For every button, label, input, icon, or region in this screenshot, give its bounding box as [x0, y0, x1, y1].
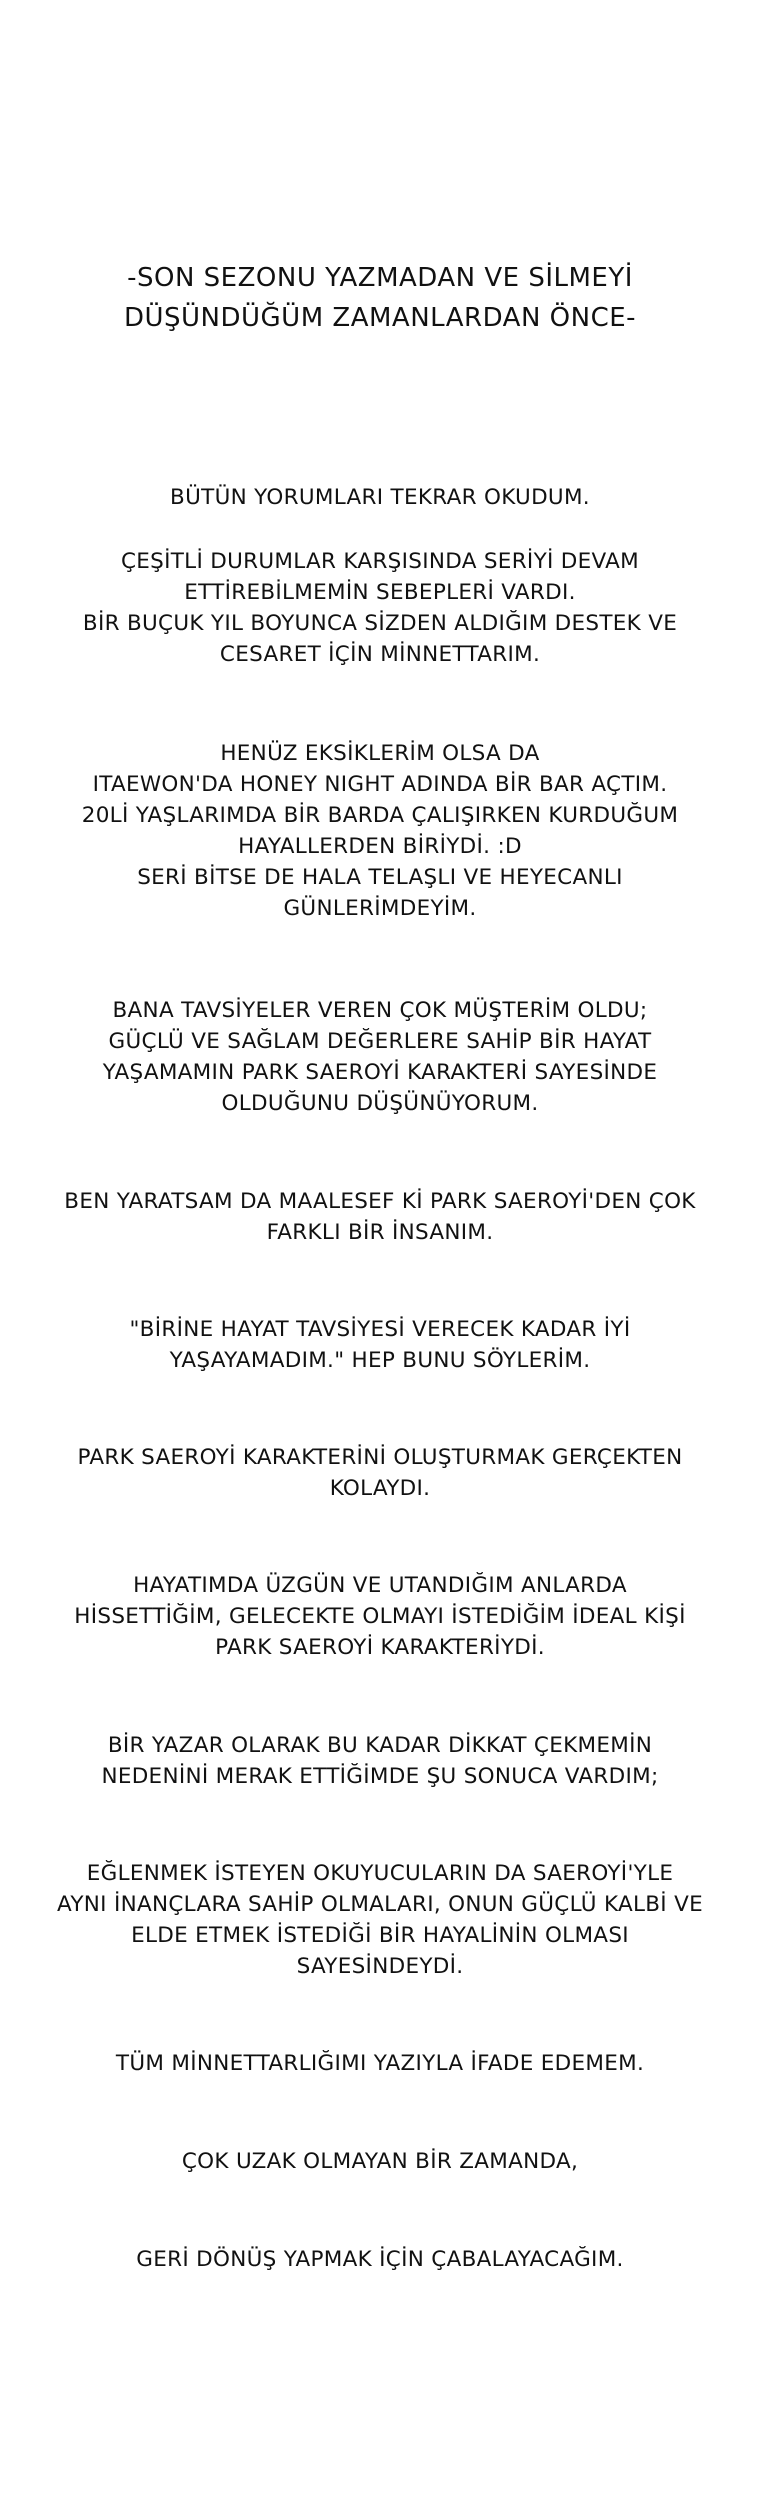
paragraph-5 — [30, 1186, 730, 1248]
text-line: TÜM MİNNETTARLIĞIMI YAZIYLA İFADE EDEMEM. — [115, 2051, 645, 2076]
text-line: HENÜZ EKSİKLERİM OLSA DA — [220, 741, 540, 766]
paragraph-12 — [30, 2146, 730, 2177]
paragraph-9 — [30, 1730, 730, 1792]
title-line: DÜŞÜNDÜĞÜM ZAMANLARDAN ÖNCE- — [123, 303, 637, 333]
paragraph-8 — [30, 1570, 730, 1663]
text-line: HAYATIMDA ÜZGÜN VE UTANDIĞIM ANLARDA — [133, 1573, 627, 1598]
paragraph-13 — [30, 2244, 730, 2275]
text-line: HİSSETTİĞİM, GELECEKTE OLMAYI İSTEDİĞİM İDEAL KİŞİ — [74, 1604, 686, 1629]
text-line: GERİ DÖNÜŞ YAPMAK İÇİN ÇABALAYACAĞIM. — [136, 2247, 624, 2272]
text-line: EĞLENMEK İSTEYEN OKUYUCULARIN DA SAEROYİ'YLE — [86, 1861, 674, 1886]
text-line: FARKLI BİR İNSANIM. — [266, 1220, 494, 1245]
text-line: 20Lİ YAŞLARIMDA BİR BARDA ÇALIŞIRKEN KURDUĞUM — [81, 803, 679, 828]
text-line: BİR YAZAR OLARAK BU KADAR DİKKAT ÇEKMEMİN — [107, 1733, 653, 1758]
text-line: ÇEŞİTLİ DURUMLAR KARŞISINDA SERİYİ DEVAM — [120, 549, 640, 574]
text-line: HAYALLERDEN BİRİYDİ. :D — [238, 834, 522, 859]
paragraph-11 — [30, 2048, 730, 2079]
text-line: ITAEWON'DA HONEY NIGHT ADINDA BİR BAR AÇTIM. — [92, 772, 668, 797]
title-line: -SON SEZONU YAZMADAN VE SİLMEYİ — [127, 263, 633, 293]
paragraph-2 — [30, 546, 730, 670]
text-line: BİR BUÇUK YIL BOYUNCA SİZDEN ALDIĞIM DESTEK VE — [82, 611, 678, 636]
text-line: OLDUĞUNU DÜŞÜNÜYORUM. — [221, 1091, 539, 1116]
text-line: BÜTÜN YORUMLARI TEKRAR OKUDUM. — [170, 485, 590, 510]
text-line: ÇOK UZAK OLMAYAN BİR ZAMANDA, — [181, 2149, 579, 2174]
paragraph-4 — [30, 995, 730, 1119]
text-line: BANA TAVSİYELER VEREN ÇOK MÜŞTERİM OLDU; — [112, 998, 648, 1023]
text-line: SERİ BİTSE DE HALA TELAŞLI VE HEYECANLI — [137, 865, 623, 890]
text-line: ELDE ETMEK İSTEDİĞİ BİR HAYALİNİN OLMASI — [131, 1923, 629, 1948]
text-line: GÜNLERİMDEYİM. — [283, 896, 477, 921]
text-line: "BİRİNE HAYAT TAVSİYESİ VERECEK KADAR İYİ — [129, 1317, 631, 1342]
page-title — [0, 258, 760, 338]
paragraph-10 — [30, 1858, 730, 1982]
paragraph-7 — [30, 1442, 730, 1504]
text-line: CESARET İÇİN MİNNETTARIM. — [219, 642, 541, 667]
text-line: PARK SAEROYİ KARAKTERİYDİ. — [215, 1635, 545, 1660]
text-line: AYNI İNANÇLARA SAHİP OLMALARI, ONUN GÜÇLÜ KALBİ VE — [57, 1892, 703, 1917]
text-line: SAYESİNDEYDİ. — [296, 1954, 464, 1979]
text-line: BEN YARATSAM DA MAALESEF Kİ PARK SAEROYİ'DEN ÇOK — [64, 1189, 696, 1214]
paragraph-1 — [30, 482, 730, 513]
text-line: GÜÇLÜ VE SAĞLAM DEĞERLERE SAHİP BİR HAYAT — [108, 1029, 652, 1054]
text-line: KOLAYDI. — [329, 1476, 431, 1501]
paragraph-3 — [30, 738, 730, 924]
text-line: ETTİREBİLMEMİN SEBEPLERİ VARDI. — [184, 580, 576, 605]
text-line: YAŞAMAMIN PARK SAEROYİ KARAKTERİ SAYESİNDE — [102, 1060, 658, 1085]
paragraph-6 — [30, 1314, 730, 1376]
text-line: PARK SAEROYİ KARAKTERİNİ OLUŞTURMAK GERÇEKTEN — [77, 1445, 683, 1470]
text-line: NEDENİNİ MERAK ETTİĞİMDE ŞU SONUCA VARDIM; — [101, 1764, 659, 1789]
text-line: YAŞAYAMADIM." HEP BUNU SÖYLERİM. — [169, 1348, 591, 1373]
